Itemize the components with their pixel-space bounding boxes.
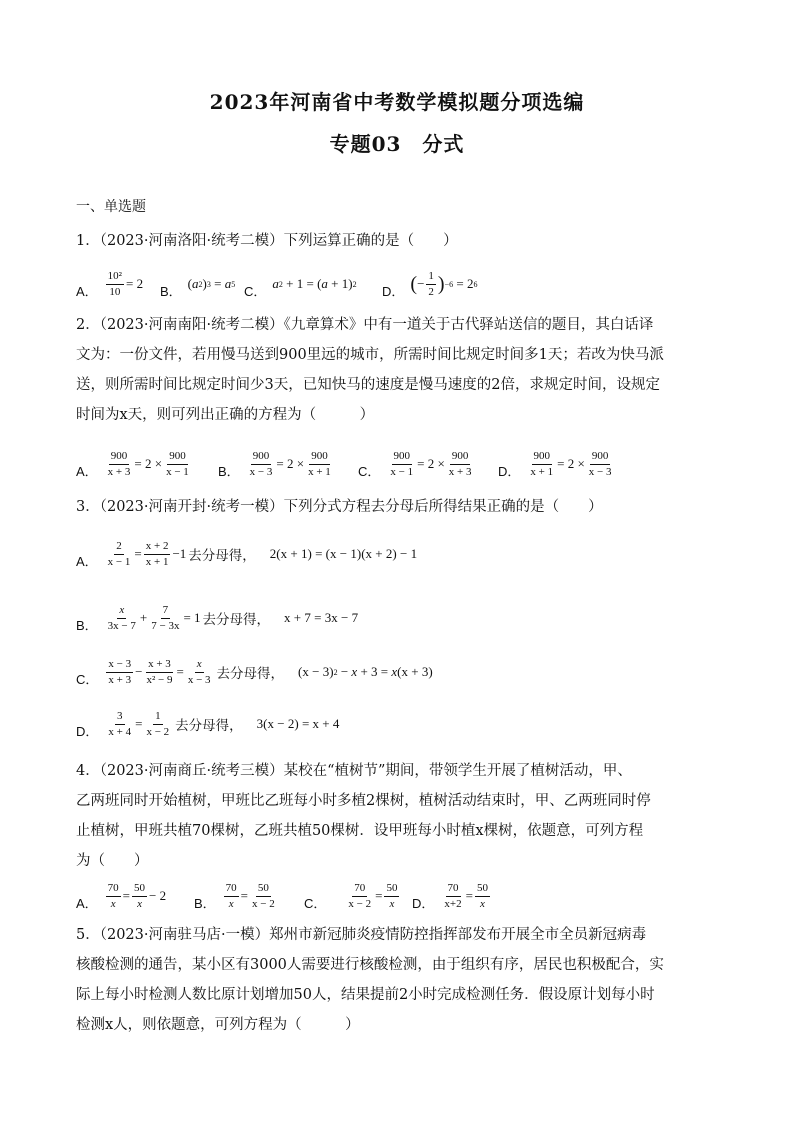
question-4-line-2: 乙两班同时开始植树，甲班比乙班每小时多植2棵树，植树活动结束时，甲、乙两班同时停 — [76, 793, 651, 809]
math-expression: $\frac{900}{x - 1}$ = 2 × $\frac{900}{x + 3}$ — [390, 449, 472, 478]
option-d — [412, 876, 492, 916]
option-text: 去分母得， — [188, 548, 256, 564]
result-expression: 3 ( x − 2 ) = x + 4 — [256, 716, 340, 731]
math-expression: $\frac{70}{x}$ = $\frac{50}{x}$ − 2 — [107, 881, 167, 910]
math-expression: $\frac{x - 3}{x + 3}$ − $\frac{x + 3}{\text{x² − 9}}$ = $\frac{x}{x - 3}$ — [108, 657, 211, 686]
result-expression: 2 ( x + 1 ) = ( x − 1 ) ( x + 2 ) − 1 — [269, 546, 418, 561]
math-expression: a 2 + 1 = ( a + 1 ) 2 — [272, 276, 357, 291]
result-expression: x + 7 = 3x − 7 — [284, 610, 359, 625]
math-expression: $\frac{3}{x + 4}$ = $\frac{1}{x - 2}$ — [108, 709, 170, 738]
question-5-line-4: 检测x人，则依题意，可列方程为（ ） — [76, 1017, 360, 1033]
math-expression: $\frac{70}{x+2}$ = $\frac{50}{x}$ — [444, 881, 488, 910]
question-4-line-3: 止植树，甲班共植70棵树，乙班共植50棵树．设甲班每小时植x棵树，依题意，可列方程 — [76, 823, 644, 839]
option-text: 去分母得， — [202, 612, 271, 628]
option-label: C． — [304, 896, 327, 911]
math-expression: $\frac{\text{10²}}{10}$ = 2 — [107, 269, 144, 298]
question-5-line-1: 5．（2023·河南驻马店·一模）郑州市新冠肺炎疫情防控指挥部发布开展全市全员新冠病毒 — [76, 927, 647, 943]
question-4-line-1: 4．（2023·河南商丘·统考三模）某校在“植树节”期间，带领学生开展了植树活动，甲、 — [76, 763, 632, 779]
option-b — [194, 876, 279, 916]
question-2-line-1: 2．（2023·河南南阳·统考二模）《九章算术》中有一道关于古代驿站送信的题目，其白话译 — [76, 317, 654, 333]
math-expression: ( a 2 ) 3 = a 5 — [187, 276, 236, 291]
option-label: C． — [244, 284, 267, 299]
option-label: B． — [218, 464, 240, 479]
option-label: C． — [358, 464, 381, 479]
math-expression: $\frac{900}{x + 3}$ = 2 × $\frac{900}{x - 1}$ — [107, 449, 189, 478]
option-label: A． — [76, 554, 98, 569]
option-label: A． — [76, 464, 98, 479]
math-expression: $\frac{2}{x - 1}$ = $\frac{x + 2}{x + 1}$ − 1 — [107, 539, 187, 568]
result-expression: ( x − 3 ) 2 − x + 3 = x ( x + 3 ) — [298, 664, 433, 679]
document-subtitle: 专题03 分式 — [329, 132, 465, 156]
section-heading: 一、单选题 — [76, 199, 146, 215]
question-1-stem: 1．（2023·河南洛阳·统考二模）下列运算正确的是（ ） — [76, 233, 458, 249]
option-label: A． — [76, 896, 98, 911]
option-b — [76, 598, 358, 638]
question-5-line-3: 际上每小时检测人数比原计划增加50人，结果提前2小时完成检测任务．假设原计划每小时 — [76, 987, 655, 1003]
question-5-line-2: 核酸检测的通告，某小区有3000人需要进行核酸检测，由于组织有序，居民也积极配合，实 — [76, 957, 664, 973]
question-4-line-4: 为（ ） — [76, 853, 149, 869]
question-2-options — [76, 444, 726, 484]
option-c — [304, 876, 401, 916]
option-label: B． — [76, 618, 98, 633]
math-expression: $\frac{70}{x - 2}$ = $\frac{50}{x}$ — [348, 881, 398, 910]
math-expression: $\frac{900}{x - 3}$ = 2 × $\frac{900}{x + 1}$ — [249, 449, 331, 478]
option-label: B． — [194, 896, 216, 911]
option-a — [76, 444, 193, 484]
option-b — [218, 444, 335, 484]
option-label: C． — [76, 672, 99, 687]
option-label: D． — [76, 724, 99, 739]
question-3-option-c — [76, 652, 726, 692]
question-2-line-3: 送，则所需时间比规定时间少3天，已知快马的速度是慢马速度的2倍，求规定时间，设规定 — [76, 377, 660, 393]
option-text: 去分母得， — [216, 666, 285, 682]
option-text: 去分母得， — [175, 718, 243, 734]
option-label: D． — [498, 464, 521, 479]
option-c — [76, 652, 433, 692]
option-d — [382, 264, 477, 304]
option-label: D． — [412, 896, 435, 911]
question-2-line-2: 文为：一份文件，若用慢马送到900里远的城市，所需时间比规定时间多1天；若改为快马派 — [76, 347, 664, 363]
question-4-options — [76, 876, 726, 916]
question-3-option-a — [76, 534, 726, 574]
question-3-option-d — [76, 704, 726, 744]
option-c — [358, 444, 476, 484]
option-label: D． — [382, 284, 405, 299]
question-3-stem: 3．（2023·河南开封·统考一模）下列分式方程去分母后所得结果正确的是（ ） — [76, 499, 603, 515]
math-expression: ( − $\frac{1}{2}$ ) −6 = 2 6 — [410, 269, 478, 298]
option-d — [498, 444, 616, 484]
question-3-option-b — [76, 598, 726, 638]
option-a — [76, 534, 417, 574]
option-d — [76, 704, 339, 744]
option-c — [244, 264, 357, 304]
option-b — [160, 264, 235, 304]
document-title: 2023年河南省中考数学模拟题分项选编 — [209, 90, 585, 114]
math-expression: $\frac{x}{3x - 7}$ + $\frac{7}{7 - 3x}$ = 1 — [107, 603, 201, 632]
option-label: A． — [76, 284, 98, 299]
question-2-line-4: 时间为x天，则可列出正确的方程为（ ） — [76, 407, 375, 423]
option-a — [76, 264, 143, 304]
math-expression: $\frac{70}{x}$ = $\frac{50}{x - 2}$ — [225, 881, 275, 910]
math-expression: $\frac{900}{x + 1}$ = 2 × $\frac{900}{x - 3}$ — [530, 449, 612, 478]
option-label: B． — [160, 284, 182, 299]
question-1-options — [76, 264, 726, 304]
option-a — [76, 876, 166, 916]
